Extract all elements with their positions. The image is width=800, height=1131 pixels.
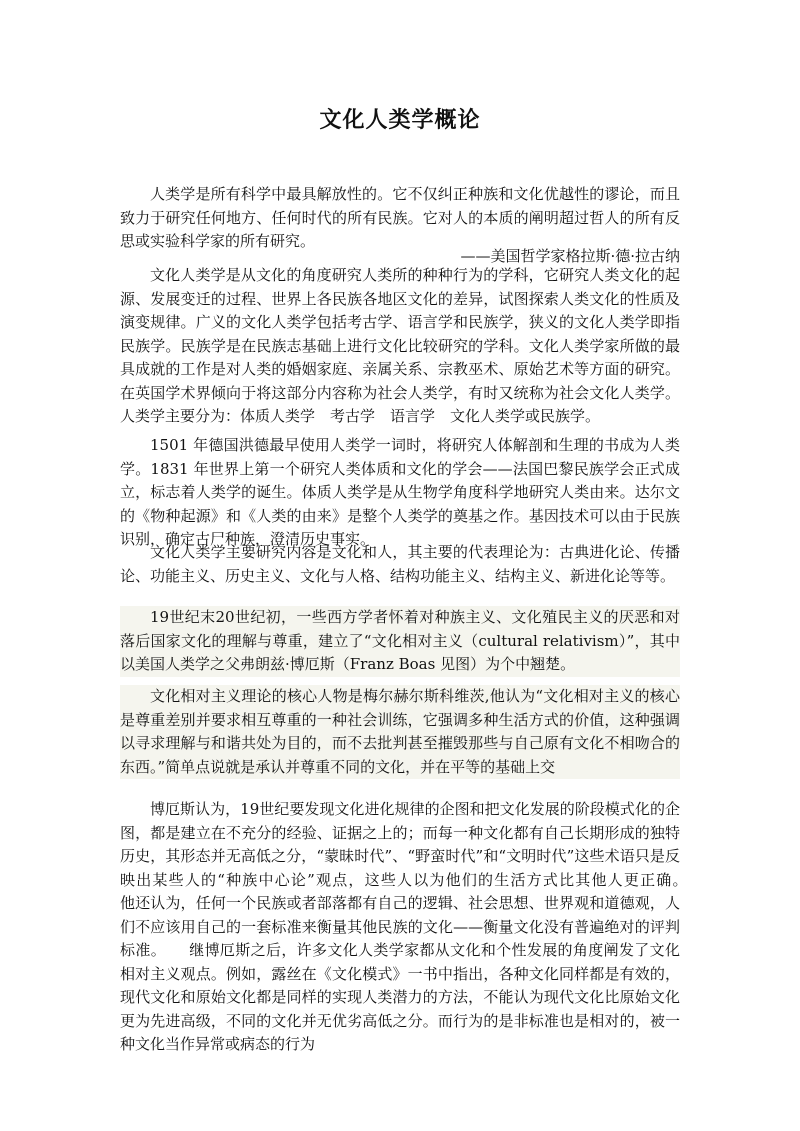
epigraph-attribution: ——美国哲学家格拉斯·德·拉古纳 — [460, 247, 680, 265]
paragraph-history: 1501 年德国洪德最早使用人类学一词时，将研究人体解剖和生理的书成为人类学。1831 年世界上第一个研究人类体质和文化的学会——法国巴黎民族学会正式成立，标志着人类学的诞生。体质人类学是从生物学角度科学地研究人类由来。达尔文的《物种起源》和《人类的由来》是整个人类学的奠基之作。基因技术可以由于民族识别，确定古尸种族，澄清历史事实。 — [120, 436, 680, 548]
paragraph-definition: 文化人类学是从文化的角度研究人类所的种种行为的学科，它研究人类文化的起源、发展变迁的过程、世界上各民族各地区文化的差异，试图探索人类文化的性质及演变规律。广义的文化人类学包括考古学、语言学和民族学，狭义的文化人类学即指民族学。民族学是在民族志基础上进行文化比较研究的学科。文化人类学家所做的最具成就的工作是对人类的婚姻家庭、亲属关系、宗教巫术、原始艺术等方面的研究。在英国学术界倾向于将这部分内容称为社会人类学，有时又统称为社会文化人类学。人类学主要分为：体质人类学 考古学 语言学 文化人类学或民族学。 — [120, 266, 680, 425]
paragraph-cultural-relativism-core: 文化相对主义理论的核心人物是梅尔赫尔斯科维茨,他认为“文化相对主义的核心是尊重差别并要求相互尊重的一种社会训练，它强调多种生活方式的价值，这种强调以寻求理解与和谐共处为目的，而不去批判甚至摧毁那些与自己原有文化不相吻合的东西。”简单点说就是承认并尊重不同的文化，并在平等的基础上交 — [120, 685, 680, 779]
document-title: 文化人类学概论 — [319, 108, 481, 133]
paragraph-research-content: 文化人类学主要研究内容是文化和人，其主要的代表理论为：古典进化论、传播论、功能主义、历史主义、文化与人格、结构功能主义、结构主义、新进化论等等。 — [120, 543, 680, 585]
epigraph-quote: 人类学是所有科学中最具解放性的。它不仅纠正种族和文化优越性的谬论，而且致力于研究任何地方、任何时代的所有民族。它对人的本质的阐明超过哲人的所有反思或实验科学家的所有研究。 — [120, 185, 680, 250]
paragraph-boas-view: 博厄斯认为，19世纪要发现文化进化规律的企图和把文化发展的阶段模式化的企图，都是建立在不充分的经验、证据之上的；而每一种文化都有自己长期形成的独特历史，其形态并无高低之分，“蒙昧时代”、“野蛮时代”和“文明时代”这些术语只是反映出某些人的“种族中心论”观点，这些人以为他们的生活方式比其他人更正确。 他还认为，任何一个民族或者部落都有自己的逻辑、社会思想、世界观和道德观，人们不应该用自己的一套标准来衡量其他民族的文化——衡量文化没有普遍绝对的评判标准。 继博厄斯之后，许多文化人类学家都从文化和个性发展的角度阐发了文化相对主义观点。例如，露丝在《文化模式》一书中指出，各种文化同样都是有效的，现代文化和原始文化都是同样的实现人类潜力的方法，不能认为现代文化比原始文化更为先进高级，不同的文化并无优劣高低之分。而行为的是非标准也是相对的，被一种文化当作异常或病态的行为 — [120, 800, 711, 1053]
paragraph-cultural-relativism-origin: 19世纪末20世纪初，一些西方学者怀着对种族主义、文化殖民主义的厌恶和对落后国家文化的理解与尊重，建立了“文化相对主义（cultural relativism）”，其中以美国人类学之父弗朗兹·博厄斯（Franz Boas 见图）为个中翘楚。 — [120, 606, 680, 677]
